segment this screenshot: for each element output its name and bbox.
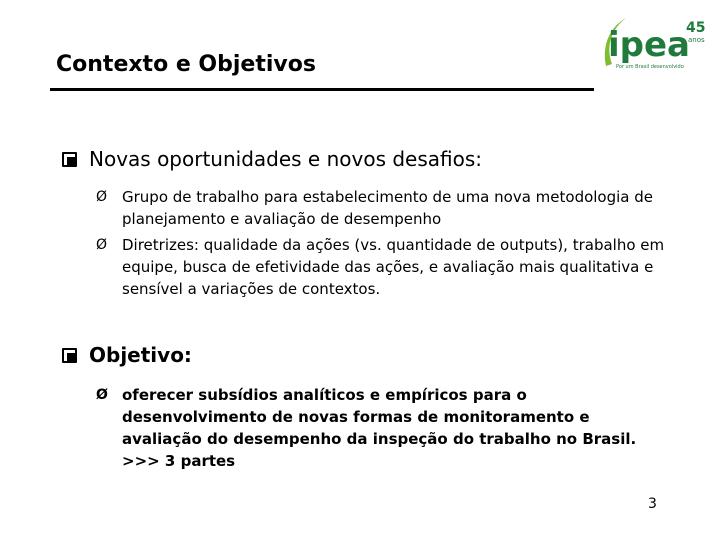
arrow-bullet-icon: Ø bbox=[96, 189, 108, 205]
logo-years-word: anos bbox=[688, 36, 705, 44]
arrow-bullet-icon: Ø bbox=[96, 237, 108, 253]
bullet-item bbox=[96, 234, 666, 300]
ipea-logo bbox=[600, 12, 712, 78]
bullet-item bbox=[96, 186, 666, 230]
slide-title: Contexto e Objetivos bbox=[56, 52, 316, 77]
logo-years-number: 45 bbox=[686, 20, 706, 36]
square-bullet-icon bbox=[62, 348, 77, 363]
section-heading-text: Objetivo: bbox=[89, 343, 192, 367]
bullet-text: Grupo de trabalho para estabelecimento de uma nova metodologia de planejamento e avaliação de desempenho bbox=[122, 188, 654, 228]
section-heading-objective bbox=[62, 343, 192, 367]
page-number: 3 bbox=[648, 496, 657, 512]
bullet-text: Diretrizes: qualidade da ações (vs. quantidade de outputs), trabalho em equipe, busca de efetividade das ações, e avaliação mais qualitativa e sensível a variações de contextos. bbox=[122, 236, 665, 298]
section-heading-challenges bbox=[62, 147, 482, 171]
square-bullet-icon bbox=[62, 152, 77, 167]
section-heading-text: Novas oportunidades e novos desafios: bbox=[89, 147, 483, 171]
logo-text: ipea bbox=[608, 25, 690, 65]
logo-tagline: Por um Brasil desenvolvido bbox=[616, 64, 684, 70]
title-underline bbox=[50, 88, 594, 91]
arrow-bullet-icon: Ø bbox=[96, 387, 108, 403]
bullet-text: oferecer subsídios analíticos e empíricos para o desenvolvimento de novas formas de monitoramento e avaliação do desempenho da inspeção do trabalho no Brasil. >>> 3 partes bbox=[122, 386, 637, 470]
bullet-item bbox=[96, 384, 656, 472]
